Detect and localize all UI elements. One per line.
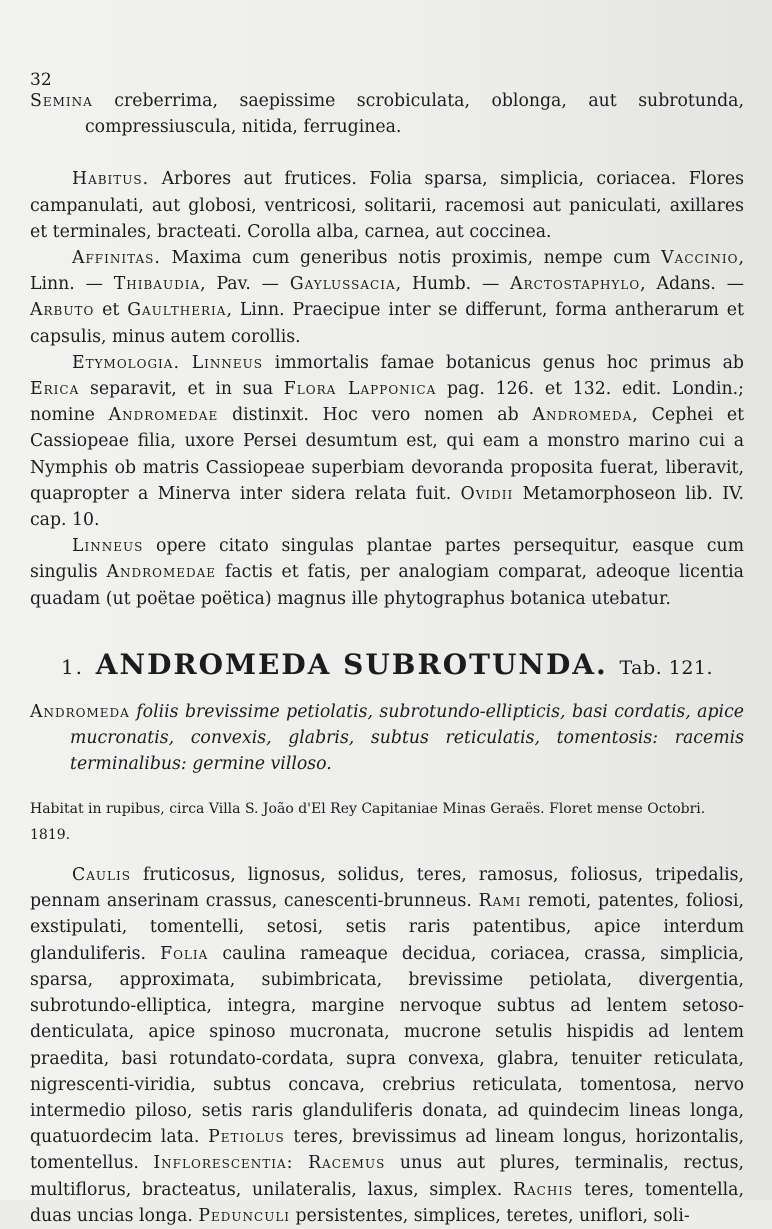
linneus-paragraph: [30, 533, 744, 612]
habitus-label: Habitus.: [72, 169, 150, 190]
description-text: teres, brevissimus ad lineam longus, horizontalis, tomentellus.: [30, 1127, 744, 1174]
organ-label: Caulis: [72, 865, 131, 886]
affinitas-text: , Adans. —: [640, 274, 744, 295]
organ-label: Rami: [478, 891, 522, 912]
affinitas-text: , Linn. —: [30, 248, 744, 295]
organ-label: Folia: [160, 943, 209, 964]
author-name: Ovidii: [460, 483, 514, 504]
affinitas-text: , Humb. —: [395, 274, 500, 295]
etymologia-label: Etymologia.: [72, 352, 180, 373]
description-text: unus aut plures, terminalis, rectus, multiflorus, bracteatus, unilateralis, laxus, simplex.: [30, 1153, 745, 1200]
description-text: teres, tomentella, duas uncias longa.: [30, 1179, 744, 1226]
etymologia-text: pag. 126. et 132. edit. Londin.; nomine: [30, 379, 744, 426]
affinitas-text: Maxima cum generibus notis proximis, nempe cum: [171, 248, 651, 269]
habitus-paragraph: [30, 166, 744, 245]
diagnosis-text: foliis brevissime petiolatis, subrotundo-ellipticis, basi cordatis, apice mucronatis, convexis, glabris, subtus reticulatis, tomentosis: racemis terminalibus: germine villoso.: [70, 702, 744, 775]
organ-label: Inflorescentia:: [153, 1153, 294, 1174]
etymologia-text: distinxit. Hoc vero nomen ab: [232, 405, 519, 426]
affinitas-paragraph: [30, 245, 744, 350]
habitus-text: Arbores aut frutices. Folia sparsa, simplicia, coriacea. Flores campanulati, aut globosi, ventricosi, solitarii, racemosi aut paniculati, axillares et terminales, bracteati. Corolla alba, carnea, aut coccinea.: [30, 169, 744, 242]
semina-text: creberrima, saepissime scrobiculata, oblonga, aut subrotunda, compressiuscula, nitida, ferruginea.: [85, 91, 744, 138]
habitat-line: Habitat in rupibus, circa Villa S. João d'El Rey Capitaniae Minas Geraës. Floret mense Octobri. 1819.: [30, 800, 706, 843]
diagnosis-genus: Andromeda: [30, 702, 130, 723]
species-name: ANDROMEDA SUBROTUNDA.: [95, 647, 608, 681]
genus-name: Arctostaphylo: [510, 274, 641, 295]
etymologia-text: Metamorphoseon lib. IV. cap. 10.: [30, 483, 745, 531]
affinitas-text: , Linn. Praecipue inter se differunt, forma antherarum et capsulis, minus autem corollis.: [30, 300, 744, 347]
description-text: fruticosus, lignosus, solidus, teres, ramosus, foliosus, tripedalis, pennam anserinam crassus, canescenti-brunneus.: [30, 865, 744, 912]
semina-label: Semina: [30, 91, 93, 111]
etymologia-text: immortalis famae botanicus genus hoc primus ab: [274, 352, 744, 373]
page-number: 32: [30, 70, 52, 90]
species-number: 1.: [60, 654, 85, 679]
organ-label: Rachis: [512, 1179, 574, 1200]
organ-label: Petiolus: [208, 1127, 285, 1148]
description-text: persistentes, simplices, teretes, uniflori, soli-: [295, 1205, 690, 1226]
myth-name: Andromeda: [532, 405, 633, 426]
genus-name: Thibaudia: [113, 274, 201, 295]
etymologia-paragraph: [30, 350, 744, 533]
affinitas-label: Affinitas.: [72, 248, 161, 269]
genus-name: Gaylussacia: [289, 274, 396, 295]
linneus-text: factis et fatis, per analogiam comparat, adeoque licentia quadam (ut poëtae poëtica) magnus ille phytographus botanica utebatur.: [30, 562, 744, 609]
plate-reference: Tab. 121.: [619, 656, 714, 679]
genus-name: Erica: [30, 379, 80, 400]
semina-paragraph: [30, 88, 744, 140]
genus-name: Andromedae: [106, 562, 217, 583]
species-heading: [30, 647, 744, 681]
diagnosis-paragraph: [30, 699, 744, 778]
genus-name: Vaccinio: [661, 248, 739, 269]
genus-name: Gaultheria: [127, 300, 227, 321]
book-title: Flora Lapponica: [283, 379, 437, 400]
page-text: [30, 88, 744, 1229]
author-name: Linneus: [191, 352, 263, 373]
genus-name: Andromedae: [108, 405, 219, 426]
affinitas-text: et: [102, 300, 120, 321]
description-text: remoti, patentes, foliosi, exstipulati, tomentelli, setosi, setis raris patentibus, apice interdum glanduliferis.: [30, 891, 745, 964]
etymologia-text: separavit, et in sua: [89, 379, 274, 400]
organ-label: Racemus: [308, 1153, 386, 1174]
genus-name: Arbuto: [30, 300, 95, 321]
affinitas-text: , Pav. —: [200, 274, 279, 295]
description-paragraph: [30, 862, 744, 1229]
author-name: Linneus: [72, 536, 144, 557]
etymologia-text: , Cephei et Cassiopeae filia, uxore Persei desumtum est, qui eam a monstro marino cui a Nymphis ob matris Cassiopeae superbiam devoranda proposita fuerat, liberavit, quapropter a Minerva inter sidera relata fuit.: [30, 405, 745, 504]
organ-label: Pedunculi: [198, 1205, 291, 1226]
description-text: caulina rameaque decidua, coriacea, crassa, simplicia, sparsa, approximata, subimbricata, brevissime petiolata, divergentia, subrotundo-elliptica, integra, margine nervoque subtus ad lentem setoso-denticulata, apice spinoso mucronata, mucrone setulis hispidis ad lentem praedita, basi rotundato-cordata, supra convexa, glabra, tenuiter reticulata, nigrescenti-viridia, subtus concava, crebrius reticulata, tomentosa, nervo intermedio piloso, setis raris glanduliferis donata, ad quindecim lineas longa, quatuordecim lata.: [30, 943, 744, 1148]
linneus-text: opere citato singulas plantae partes persequitur, easque cum singulis: [30, 536, 744, 583]
